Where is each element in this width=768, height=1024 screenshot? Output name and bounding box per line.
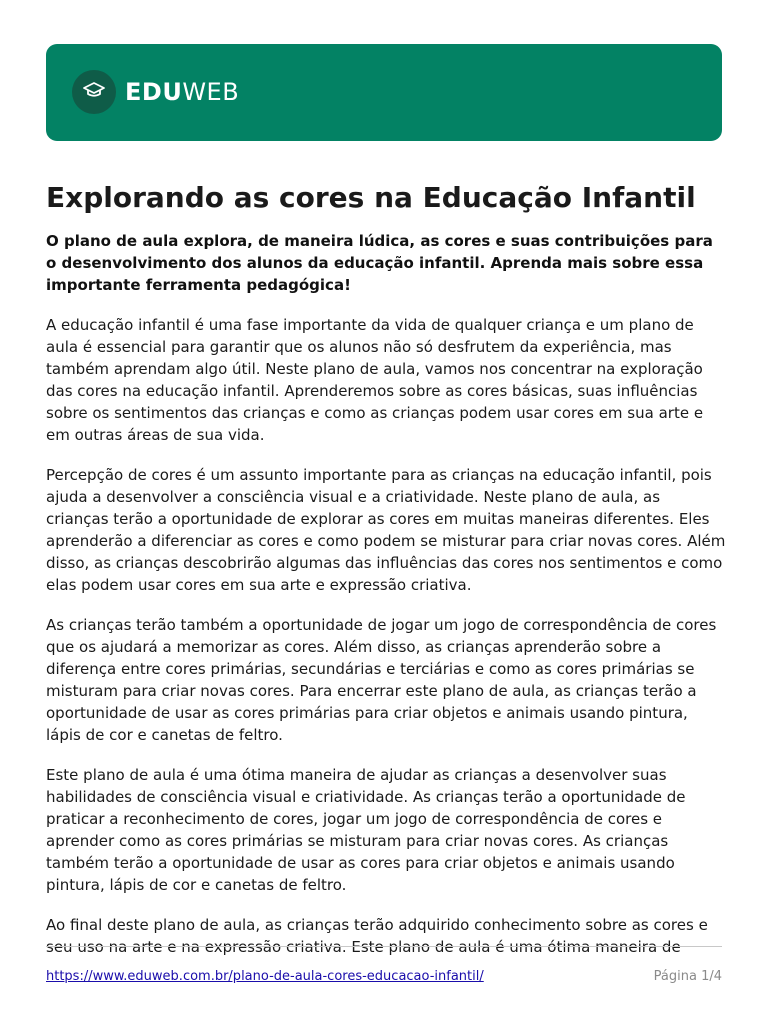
- paragraph-4: Este plano de aula é uma ótima maneira de ajudar as crianças a desenvolver suas habilidades de consciência visual e criatividade. As crianças terão a oportunidade de praticar a reconhecimento de cores, jogar um jogo de correspondência de cores e aprender como as cores primárias se misturam para criar novas cores. As crianças também terão a oportunidade de usar as cores para criar objetos e animais usando pintura, lápis de cor e canetas de feltro.: [46, 766, 686, 894]
- paragraph-2: Percepção de cores é um assunto importante para as crianças na educação infantil, pois ajuda a desenvolver a consciência visual e a criatividade. Neste plano de aula, as crianças terão a oportunidade de explorar as cores em muitas maneiras diferentes. Eles aprenderão a diferenciar as cores e como podem se misturar para criar novas cores. Além disso, as crianças descobrirão algumas das influências das cores nos sentimentos e como elas podem usar cores em sua arte e expressão criativa.: [46, 466, 726, 594]
- footer-divider: [46, 946, 722, 947]
- paragraph-1: A educação infantil é uma fase importante da vida de qualquer criança e um plano de aula é essencial para garantir que os alunos não só desfrutem da experiência, mas também aprendam algo útil. Neste plano de aula, vamos nos concentrar na exploração das cores na educação infantil. Aprenderemos sobre as cores básicas, suas influências sobre os sentimentos das crianças e como as crianças podem usar cores em sua arte e em outras áreas de sua vida.: [46, 316, 704, 444]
- article-lead: O plano de aula explora, de maneira lúdica, as cores e suas contribuições para o desenvolvimento dos alunos da educação infantil. Aprenda mais sobre essa importante ferramenta pedagógica!: [46, 232, 713, 294]
- brand-light: WEB: [182, 78, 240, 106]
- paragraph-3: As crianças terão também a oportunidade de jogar um jogo de correspondência de cores que os ajudará a memorizar as cores. Além disso, as crianças aprenderão sobre a diferença entre cores primárias, secundárias e terciárias e como as cores primárias se misturam para criar novas cores. Para encerrar este plano de aula, as crianças terão a oportunidade de usar as cores primárias para criar objetos e animais usando pintura, lápis de cor e canetas de feltro.: [46, 616, 717, 744]
- brand-logo[interactable]: [125, 77, 239, 107]
- graduation-cap-icon: [83, 81, 105, 103]
- page-title: Explorando as cores na Educação Infantil: [46, 181, 696, 214]
- brand-bold: EDU: [125, 78, 183, 106]
- header-banner: [46, 44, 722, 141]
- paragraph-5: Ao final deste plano de aula, as crianças terão adquirido conhecimento sobre as cores e seu uso na arte e na expressão criativa. Este plano de aula é uma ótima maneira de: [46, 916, 708, 956]
- logo-badge[interactable]: [72, 70, 116, 114]
- article-body: [46, 230, 726, 956]
- page-indicator: Página 1/4: [653, 969, 722, 984]
- source-url-link[interactable]: https://www.eduweb.com.br/plano-de-aula-cores-educacao-infantil/: [46, 969, 484, 984]
